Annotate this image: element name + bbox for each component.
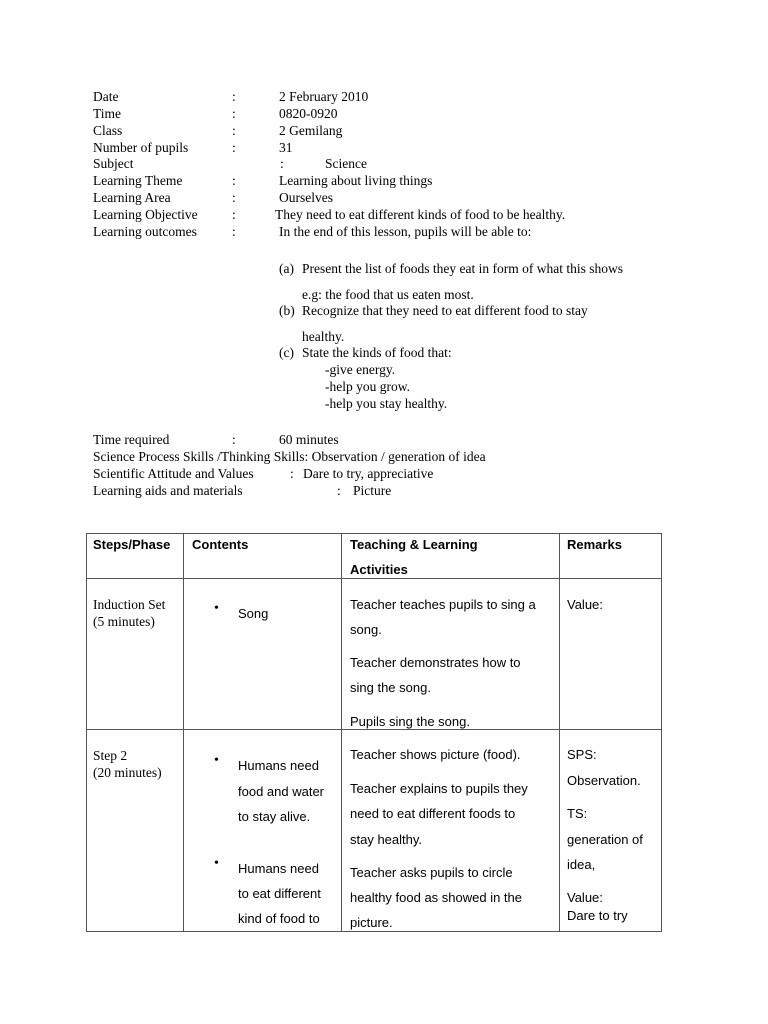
row2-content-1-line-2: food and water — [238, 784, 325, 799]
row2-step: Step 2 — [93, 748, 128, 763]
objective-colon: : — [232, 207, 236, 222]
header-remarks: Remarks — [567, 537, 622, 552]
theme-colon: : — [232, 173, 236, 188]
row2-activity-3-line-2: healthy food as showed in the — [350, 890, 523, 905]
row2-remark-generation: generation of — [567, 832, 643, 847]
outcome-a-text-cont: e.g: the food that us eaten most. — [302, 287, 474, 302]
subject-colon: : — [280, 156, 284, 171]
outcome-a-marker: (a) — [279, 261, 294, 276]
header-activities: Teaching & Learning — [350, 537, 478, 552]
class-colon: : — [232, 123, 236, 138]
area-colon: : — [232, 190, 236, 205]
outcome-a-text: Present the list of foods they eat in form of what this shows — [302, 261, 623, 276]
pupils-value: 31 — [279, 140, 293, 155]
outcomes-label: Learning outcomes — [93, 224, 197, 239]
objective-value: They need to eat different kinds of food to be healthy. — [275, 207, 566, 222]
row2-activity-1: Teacher shows picture (food). — [350, 747, 521, 762]
time-value: 0820-0920 — [279, 106, 338, 121]
header-activities-cont: Activities — [350, 562, 408, 577]
outcome-c-sub-2: -help you grow. — [325, 379, 410, 394]
sps-line: Science Process Skills /Thinking Skills: Observation / generation of idea — [93, 449, 486, 464]
aids-colon: : — [337, 483, 341, 498]
class-value: 2 Gemilang — [279, 123, 343, 138]
row2-remark-ts: TS: — [567, 806, 588, 821]
row2-duration: (20 minutes) — [93, 765, 162, 780]
area-value: Ourselves — [279, 190, 333, 205]
theme-label: Learning Theme — [93, 173, 183, 188]
table-col-divider-3 — [559, 533, 560, 932]
row1-bullet: • — [214, 601, 219, 616]
row2-activity-2-line-2: need to eat different foods to — [350, 806, 516, 821]
row1-activity-1: Teacher teaches pupils to sing a — [350, 597, 536, 612]
subject-label: Subject — [93, 156, 134, 171]
row1-activity-1-cont: song. — [350, 622, 382, 637]
outcome-c-marker: (c) — [279, 345, 294, 360]
objective-label: Learning Objective — [93, 207, 198, 222]
row1-step: Induction Set — [93, 597, 166, 612]
subject-value: Science — [325, 156, 367, 171]
time-required-colon: : — [232, 432, 236, 447]
attitude-label: Scientific Attitude and Values — [93, 466, 254, 481]
row2-bullet-1: • — [214, 753, 219, 768]
aids-label: Learning aids and materials — [93, 483, 243, 498]
time-label: Time — [93, 106, 122, 121]
aids-value: Picture — [353, 483, 392, 498]
row1-duration: (5 minutes) — [93, 614, 155, 629]
outcomes-value: In the end of this lesson, pupils will be able to: — [279, 224, 532, 239]
table-border-left — [86, 533, 87, 932]
row2-content-1-line-3: to stay alive. — [238, 809, 311, 824]
row2-remark-sps: SPS: — [567, 747, 597, 762]
class-label: Class — [93, 123, 123, 138]
pupils-colon: : — [232, 140, 236, 155]
row2-bullet-2: • — [214, 856, 219, 871]
time-colon: : — [232, 106, 236, 121]
outcome-b-text-cont: healthy. — [302, 329, 345, 344]
row2-activity-3: Teacher asks pupils to circle — [350, 865, 513, 880]
date-value: 2 February 2010 — [279, 89, 369, 104]
time-required-value: 60 minutes — [279, 432, 339, 447]
outcome-b-marker: (b) — [279, 303, 295, 318]
date-label: Date — [93, 89, 119, 104]
table-col-divider-1 — [183, 533, 184, 932]
row1-activity-3: Pupils sing the song. — [350, 714, 470, 729]
attitude-value: Dare to try, appreciative — [303, 466, 434, 481]
date-colon: : — [232, 89, 236, 104]
outcome-c-sub-3: -help you stay healthy. — [325, 396, 448, 411]
row2-content-2: Humans need — [238, 861, 319, 876]
row2-activity-2: Teacher explains to pupils they — [350, 781, 528, 796]
row2-activity-2-line-3: stay healthy. — [350, 832, 423, 847]
header-steps: Steps/Phase — [93, 537, 171, 552]
table-border-right — [661, 533, 662, 932]
row2-content-2-line-3: kind of food to — [238, 911, 320, 926]
row2-content-2-line-2: to eat different — [238, 886, 321, 901]
table-col-divider-2 — [341, 533, 342, 932]
time-required-label: Time required — [93, 432, 170, 447]
area-label: Learning Area — [93, 190, 171, 205]
outcome-b-text: Recognize that they need to eat different food to stay — [302, 303, 588, 318]
row2-remark-observation: Observation. — [567, 773, 641, 788]
row2-activity-3-line-3: picture. — [350, 915, 393, 930]
row1-activity-2-cont: sing the song. — [350, 680, 431, 695]
outcome-c-text: State the kinds of food that: — [302, 345, 452, 360]
theme-value: Learning about living things — [279, 173, 433, 188]
header-contents: Contents — [192, 537, 249, 552]
outcomes-colon: : — [232, 224, 236, 239]
row2-content-1: Humans need — [238, 758, 319, 773]
row1-activity-2: Teacher demonstrates how to — [350, 655, 521, 670]
outcome-c-sub-1: -give energy. — [325, 362, 396, 377]
row1-content: Song — [238, 606, 269, 621]
row2-remark-idea: idea, — [567, 857, 596, 872]
row1-remark: Value: — [567, 597, 603, 612]
row2-remark-dare: Dare to try — [567, 908, 628, 923]
row2-remark-value: Value: — [567, 890, 603, 905]
pupils-label: Number of pupils — [93, 140, 189, 155]
attitude-colon: : — [290, 466, 294, 481]
